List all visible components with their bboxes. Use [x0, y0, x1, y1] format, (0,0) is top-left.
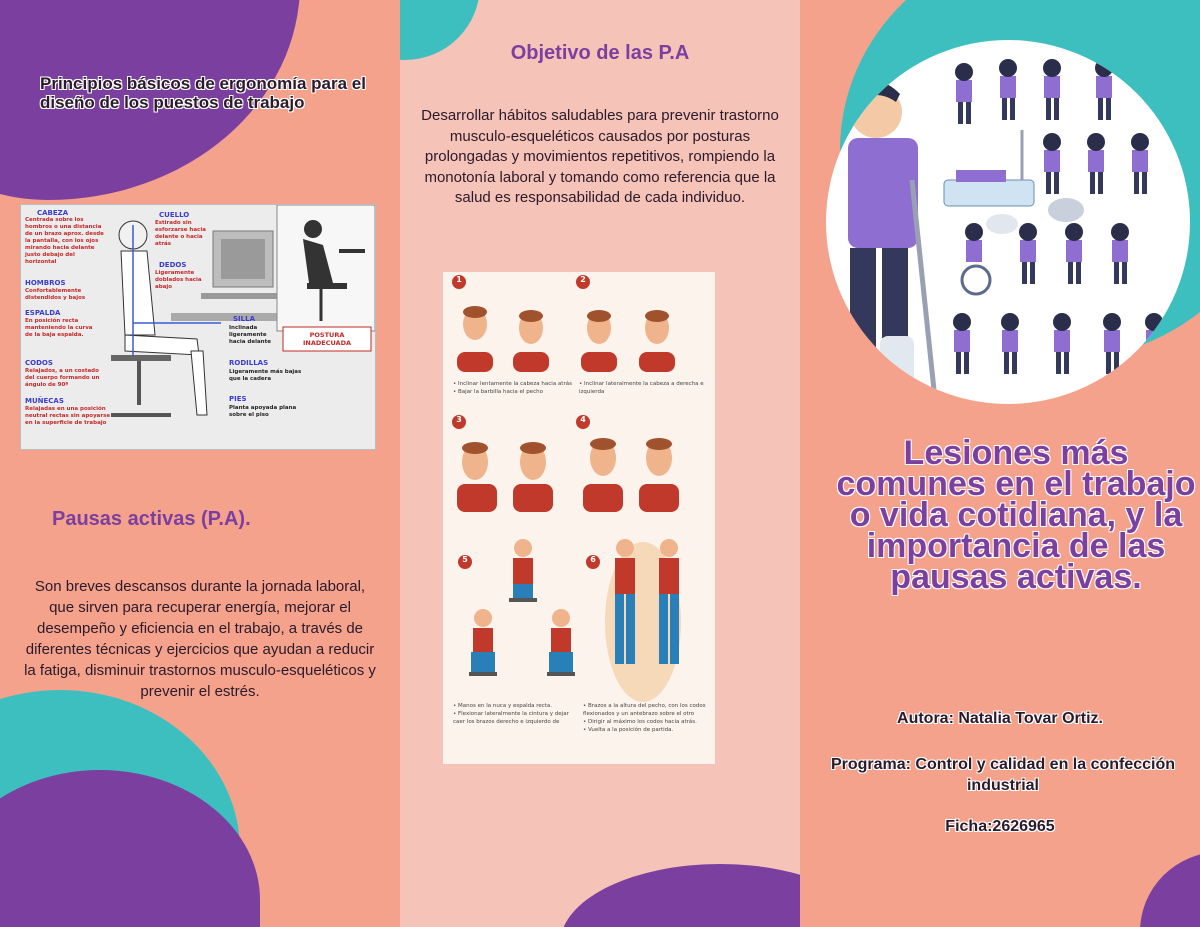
label-hombros: HOMBROS [25, 279, 66, 287]
label-pies: PIES [229, 395, 247, 403]
exercise-2-caption: • Inclinar lateralmente la cabeza a derecha e izquierda [579, 381, 704, 395]
label-silla-text: Inclinada ligeramente hacia delante [229, 325, 271, 345]
label-cuello: CUELLO [159, 211, 190, 219]
label-cabeza: CABEZA [37, 209, 69, 217]
label-codos-text: Relajados, a un costado del cuerpo formando un ángulo de 90º [25, 368, 100, 388]
pausas-title: Pausas activas (P.A). [52, 508, 251, 530]
label-silla: SILLA [233, 315, 255, 323]
label-postura: POSTURA INADECUADA [302, 331, 352, 347]
label-espalda: ESPALDA [25, 309, 61, 317]
exercise-1-caption: • Inclinar lentamente la cabeza hacia atrás • Bajar la barbilla hacia el pecho [453, 381, 572, 395]
label-rodillas-text: Ligeramente más bajas que la cadera [229, 369, 302, 382]
label-dedos: DEDOS [159, 261, 187, 269]
exercise-4-number: 4 [580, 415, 586, 424]
exercise-3-number: 3 [456, 415, 462, 424]
exercise-5-caption: • Manos en la nuca y espalda recta. • Flexionar lateralmente la cintura y dejar caer los brazos derecho e izquierdo de [453, 703, 569, 725]
exercise-6-number: 6 [590, 555, 596, 564]
author-text: Autora: Natalia Tovar Ortiz. [897, 710, 1103, 727]
purple-blob-bottom-right [1140, 852, 1200, 927]
middle-panel [400, 0, 800, 927]
purple-blob-bottom-middle [560, 864, 800, 927]
label-pies-text: Planta apoyada plana sobre el piso [229, 405, 297, 418]
exercise-5-number: 5 [462, 555, 468, 564]
label-cabeza-text: Centrada sobre los hombros o una distancia de un brazo aprox. desde la pantalla, con los ojos mirando hacia delante justo debajo del horizontal [25, 217, 104, 265]
right-panel [800, 0, 1200, 927]
exercise-6-caption: • Brazos a la altura del pecho, con los codos flexionados y un antebrazo sobre el otro • Dirigir al máximo los codos hacia atrás. • Vuelta a la posición de partida. [583, 703, 706, 733]
injury-figures [826, 40, 1190, 404]
exercise-2-number: 2 [580, 275, 586, 284]
objetivo-title: Objetivo de las P.A [510, 42, 690, 64]
ergonomics-heading: Principios básicos de ergonomía para el diseño de los puestos de trabajo [40, 74, 366, 112]
left-panel [0, 0, 400, 927]
exercise-1-number: 1 [456, 275, 462, 284]
exercise-illustration [443, 272, 715, 764]
ergonomics-figure [20, 204, 376, 450]
injuries-illustration [826, 40, 1190, 404]
label-cuello-text: Estirado sin esforzarse hacia delante o hacia atrás [155, 220, 206, 247]
label-hombros-text: Confortablemente distendidos y bajos [25, 288, 86, 301]
label-dedos-text: Ligeramente doblados hacia abajo [155, 270, 202, 290]
label-rodillas: RODILLAS [229, 359, 269, 367]
ficha-text: Ficha:2626965 [945, 818, 1055, 835]
pausas-text: Son breves descansos durante la jornada laboral, que sirven para recuperar energía, mejorar el desempeño y eficiencia en el trabajo, a través de diferentes técnicas y ejercicios que ayudan a reducir la fatiga, disminuir trastornos musculo-esqueléticos y prevenir el estrés. [24, 578, 376, 700]
label-codos: CODOS [25, 359, 53, 367]
lesiones-title: Lesiones más comunes en el trabajo o vida cotidiana, y la importancia de las pausas activas. [836, 434, 1196, 596]
exercise-figure [443, 272, 715, 764]
label-munecas-text: Relajadas en una posición neutral rectas sin apoyarse en la superficie de trabajo [25, 406, 111, 426]
label-munecas: MUÑECAS [25, 397, 64, 405]
objetivo-text: Desarrollar hábitos saludables para prevenir trastorno musculo-esqueléticos causados por posturas prolongadas y movimientos repetitivos, rompiendo la monotonía laboral y tomando como referencia que la salud es responsabilidad de cada individuo. [421, 107, 779, 206]
program-text: Programa: Control y calidad en la confección industrial [830, 756, 1176, 794]
label-espalda-text: En posición recta manteniendo la curva de la baja espalda. [25, 318, 93, 338]
